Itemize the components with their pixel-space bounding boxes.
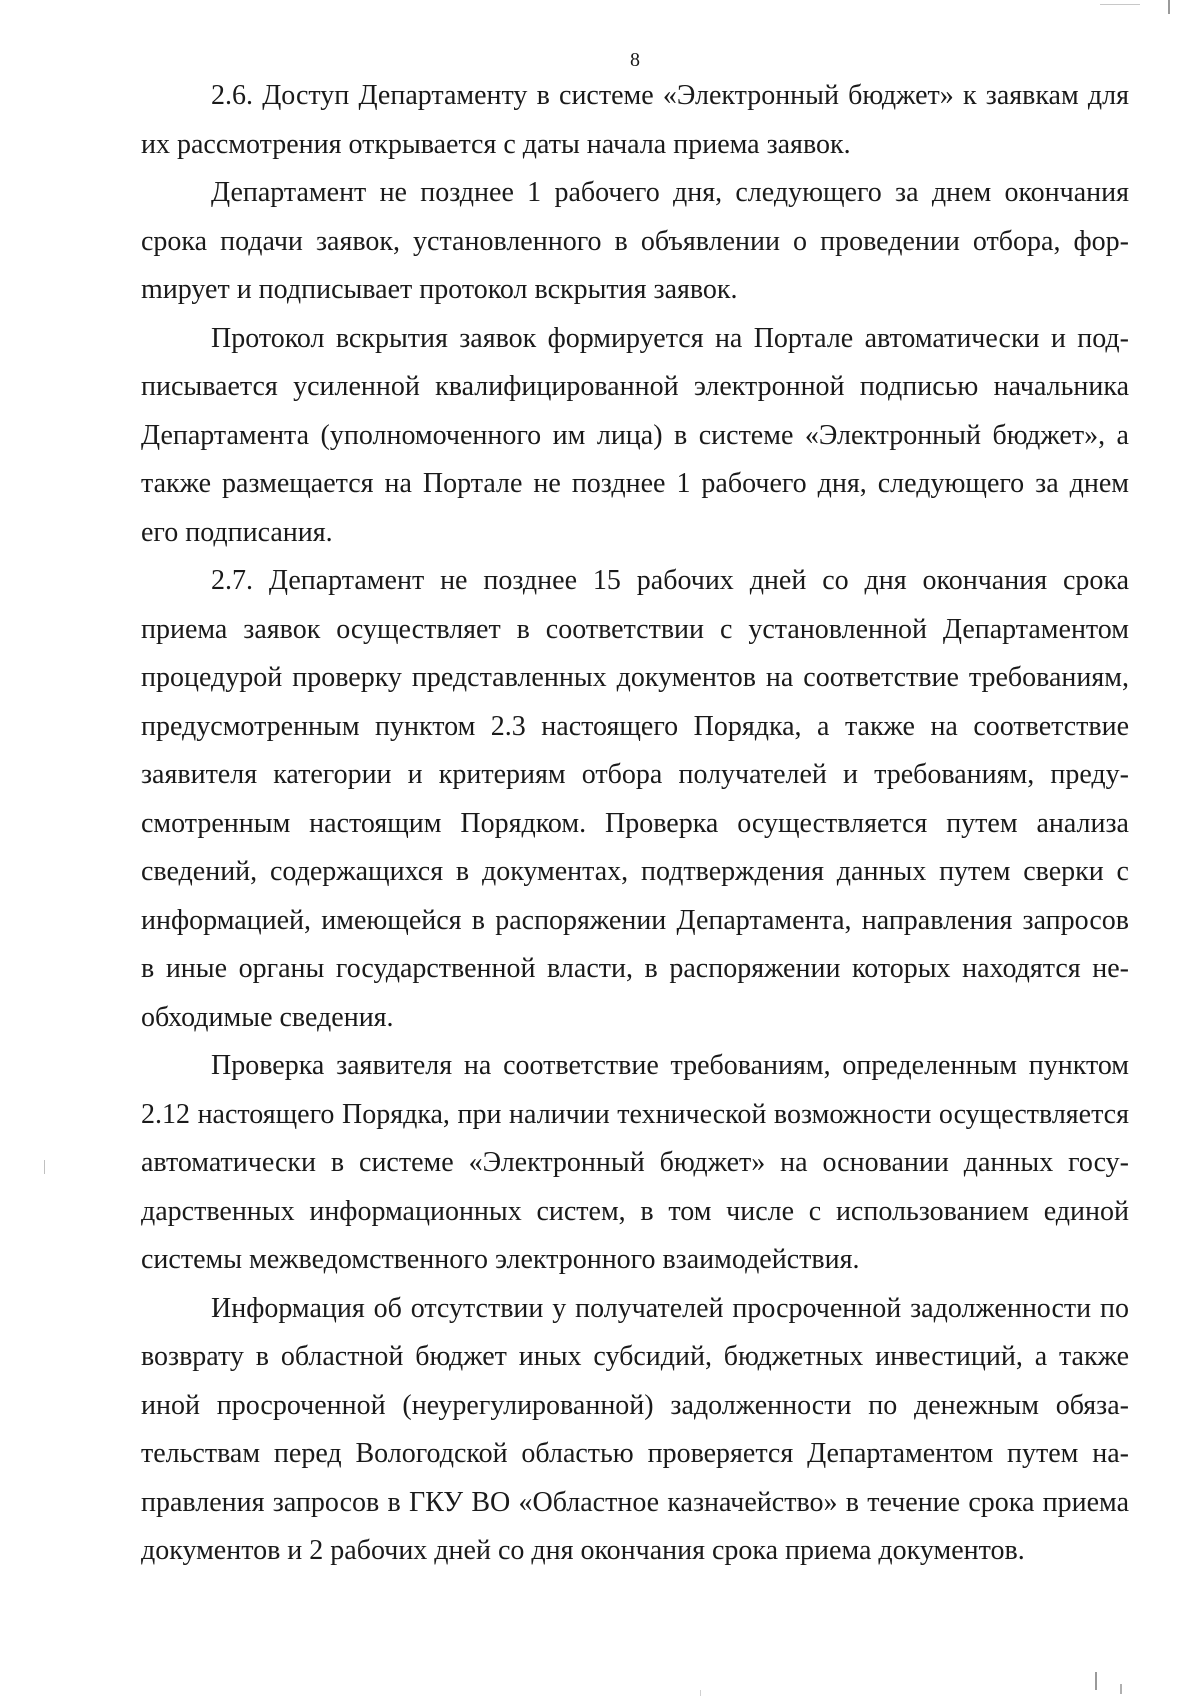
paragraph-protocol-portal: Протокол вскрытия заявок формируется на Портале автоматически и подписывается усиленной квалифицированной электронной подписью начальника Департамента (уполномоченного им лица) в системе «Электронный бюджет», а также размещается на Портале не позднее 1 рабочего дня, следующего за днем его подписания. xyxy=(141,322,1129,548)
scan-artifact-mark xyxy=(1095,1672,1097,1690)
paragraph-protocol-signing: Департамент не позднее 1 рабочего дня, следующего за днем окончания срока подачи заявок, установленного в объявлении о проведении отбора, форmирует и подписывает протокол вскрытия заявок. xyxy=(141,177,1129,305)
scan-artifact-mark xyxy=(1100,4,1140,5)
paragraph-2-6: 2.6. Доступ Департаменту в системе «Электронный бюджет» к заявкам для их рассмотрения открывается с даты начала приема заявок. xyxy=(141,80,1129,160)
scan-artifact-mark xyxy=(700,1690,701,1696)
paragraph-2-7: 2.7. Департамент не позднее 15 рабочих дней со дня окончания срока приема заявок осуществляет в соответствии с установленной Департаментом процедурой проверку представленных документов на соответствие требованиям, предусмотренным пунктом 2.3 настоящего Порядка, а также на соответствие заявителя категории и критериям отбора получателей и требованиям, предусмотренным настоящим Порядком. Проверка осуществляется путем анализа сведений, содержащихся в документах, подтверждения данных путем сверки с информацией, имеющейся в распоряжении Департамента, направления запросов в иные органы государственной власти, в распоряжении которых находятся необходимые сведения. xyxy=(141,565,1129,1033)
scan-artifact-mark xyxy=(1168,0,1170,14)
page-number: 8 xyxy=(630,49,640,71)
document-body xyxy=(141,72,1129,1576)
scan-artifact-mark xyxy=(44,1160,45,1174)
paragraph-applicant-check: Проверка заявителя на соответствие требованиям, определенным пунктом 2.12 настоящего Порядка, при наличии технической возможности осуществляется автоматически в системе «Электронный бюджет» на основании данных государственных информационных систем, в том числе с использованием единой системы межведомственного электронного взаимодействия. xyxy=(141,1050,1129,1275)
scan-artifact-mark xyxy=(1120,1684,1122,1694)
paragraph-debt-information: Информация об отсутствии у получателей просроченной задолженности по возврату в областной бюджет иных субсидий, бюджетных инвестиций, а также иной просроченной (неурегулированной) задолженности по денежным обязательствам перед Вологодской областью проверяется Департаментом путем направления запросов в ГКУ ВО «Областное казначейство» в течение срока приема документов и 2 рабочих дней со дня окончания срока приема документов. xyxy=(141,1292,1129,1566)
